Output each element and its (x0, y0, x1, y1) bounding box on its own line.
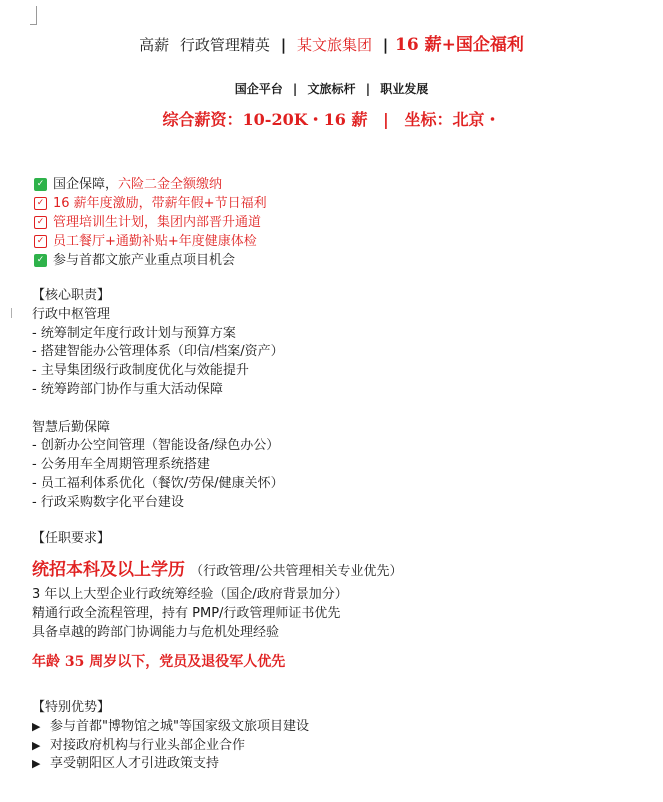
duty-item: - 创新办公空间管理（智能设备/绿色办公） (32, 438, 280, 454)
job-title-line (0, 34, 663, 56)
benefit-highlight: 六险二金全额缴纳 (118, 177, 223, 192)
advantage-item (32, 737, 309, 756)
age-requirement: 年龄 35 周岁以下，党员及退役军人优先 (32, 654, 286, 670)
benefit-item (34, 194, 267, 213)
tag-separator: | (365, 82, 371, 96)
title-separator: | (280, 36, 287, 54)
triangle-bullet-icon: ▶ (32, 738, 41, 752)
duty-group-title: 智慧后勤保障 (32, 419, 111, 435)
education-requirement (32, 558, 402, 584)
section-heading: 【任职要求】 (32, 531, 111, 546)
benefit-item (34, 213, 267, 232)
section-heading: 【核心职责】 (32, 288, 111, 303)
title-prefix: 高薪 (139, 36, 170, 54)
benefit-highlight: 员工餐厅+通勤补贴+年度健康体检 (53, 234, 257, 249)
benefit-item (34, 175, 267, 194)
red-check-icon: ✓ (34, 235, 47, 248)
salary-line (0, 108, 663, 132)
benefit-lead: 参与首都文旅产业重点项目机会 (53, 253, 236, 268)
blank-line (32, 400, 284, 419)
job-title: 行政管理精英 (179, 36, 270, 54)
education-note: （行政管理/公共管理相关专业优先） (190, 564, 403, 579)
duty-item: - 员工福利体系优化（餐饮/劳保/健康关怀） (32, 475, 284, 491)
duty-item: - 公务用车全周期管理系统搭建 (32, 457, 210, 473)
requirements-heading-block (32, 530, 110, 549)
duty-item: - 搭建智能办公管理体系（印信/档案/资产） (32, 344, 284, 360)
salary-separator: | (383, 110, 389, 129)
duty-item: - 行政采购数字化平台建设 (32, 494, 184, 510)
title-highlight: 16 薪+国企福利 (395, 35, 524, 55)
advantages-section (32, 699, 309, 774)
red-check-icon: ✓ (34, 216, 47, 229)
green-check-icon: ✓ (34, 178, 47, 191)
salary-text: 综合薪资：10-20K・16 薪 (162, 110, 368, 129)
red-check-icon: ✓ (34, 197, 47, 210)
benefit-highlight: 管理培训生计划，集团内部晋升通道 (53, 215, 262, 230)
education-highlight: 统招本科及以上学历 (32, 560, 185, 580)
duty-group-title: 行政中枢管理 (32, 306, 111, 322)
benefit-highlight: 16 薪年度激励，带薪年假+节日福利 (53, 196, 267, 211)
location-text: 坐标：北京・ (404, 110, 501, 129)
requirements-list (32, 586, 348, 642)
green-check-icon: ✓ (34, 254, 47, 267)
duty-item: - 统筹制定年度行政计划与预算方案 (32, 325, 236, 341)
advantage-text: 对接政府机构与行业头部企业合作 (50, 737, 246, 753)
advantage-text: 享受朝阳区人才引进政策支持 (50, 756, 220, 772)
benefits-list (34, 175, 267, 270)
duty-item: - 统筹跨部门协作与重大活动保障 (32, 381, 223, 397)
advantage-text: 参与首都"博物馆之城"等国家级文旅项目建设 (50, 718, 309, 734)
section-heading: 【特别优势】 (32, 700, 111, 715)
margin-mark (5, 308, 12, 318)
company-name: 某文旅集团 (296, 36, 372, 54)
tag: 文旅标杆 (307, 82, 356, 96)
requirement-item: 精通行政全流程管理，持有 PMP/行政管理师证书优先 (32, 605, 341, 621)
benefit-lead: 国企保障， (53, 177, 119, 192)
requirement-item: 3 年以上大型企业行政统筹经验（国企/政府背景加分） (32, 587, 348, 602)
tag-separator: | (292, 82, 298, 96)
tag: 国企平台 (234, 82, 283, 96)
benefit-item (34, 232, 267, 251)
tags-line (0, 80, 663, 98)
requirement-item: 具备卓越的跨部门协调能力与危机处理经验 (32, 624, 280, 640)
advantage-item (32, 755, 309, 774)
triangle-bullet-icon: ▶ (32, 719, 41, 733)
tag: 职业发展 (380, 82, 429, 96)
triangle-bullet-icon: ▶ (32, 757, 41, 771)
advantage-item (32, 718, 309, 737)
benefit-item (34, 251, 267, 270)
title-separator: | (382, 36, 389, 54)
duties-section (32, 287, 284, 513)
duty-item: - 主导集团级行政制度优化与效能提升 (32, 363, 249, 379)
page-corner-mark (30, 6, 37, 25)
